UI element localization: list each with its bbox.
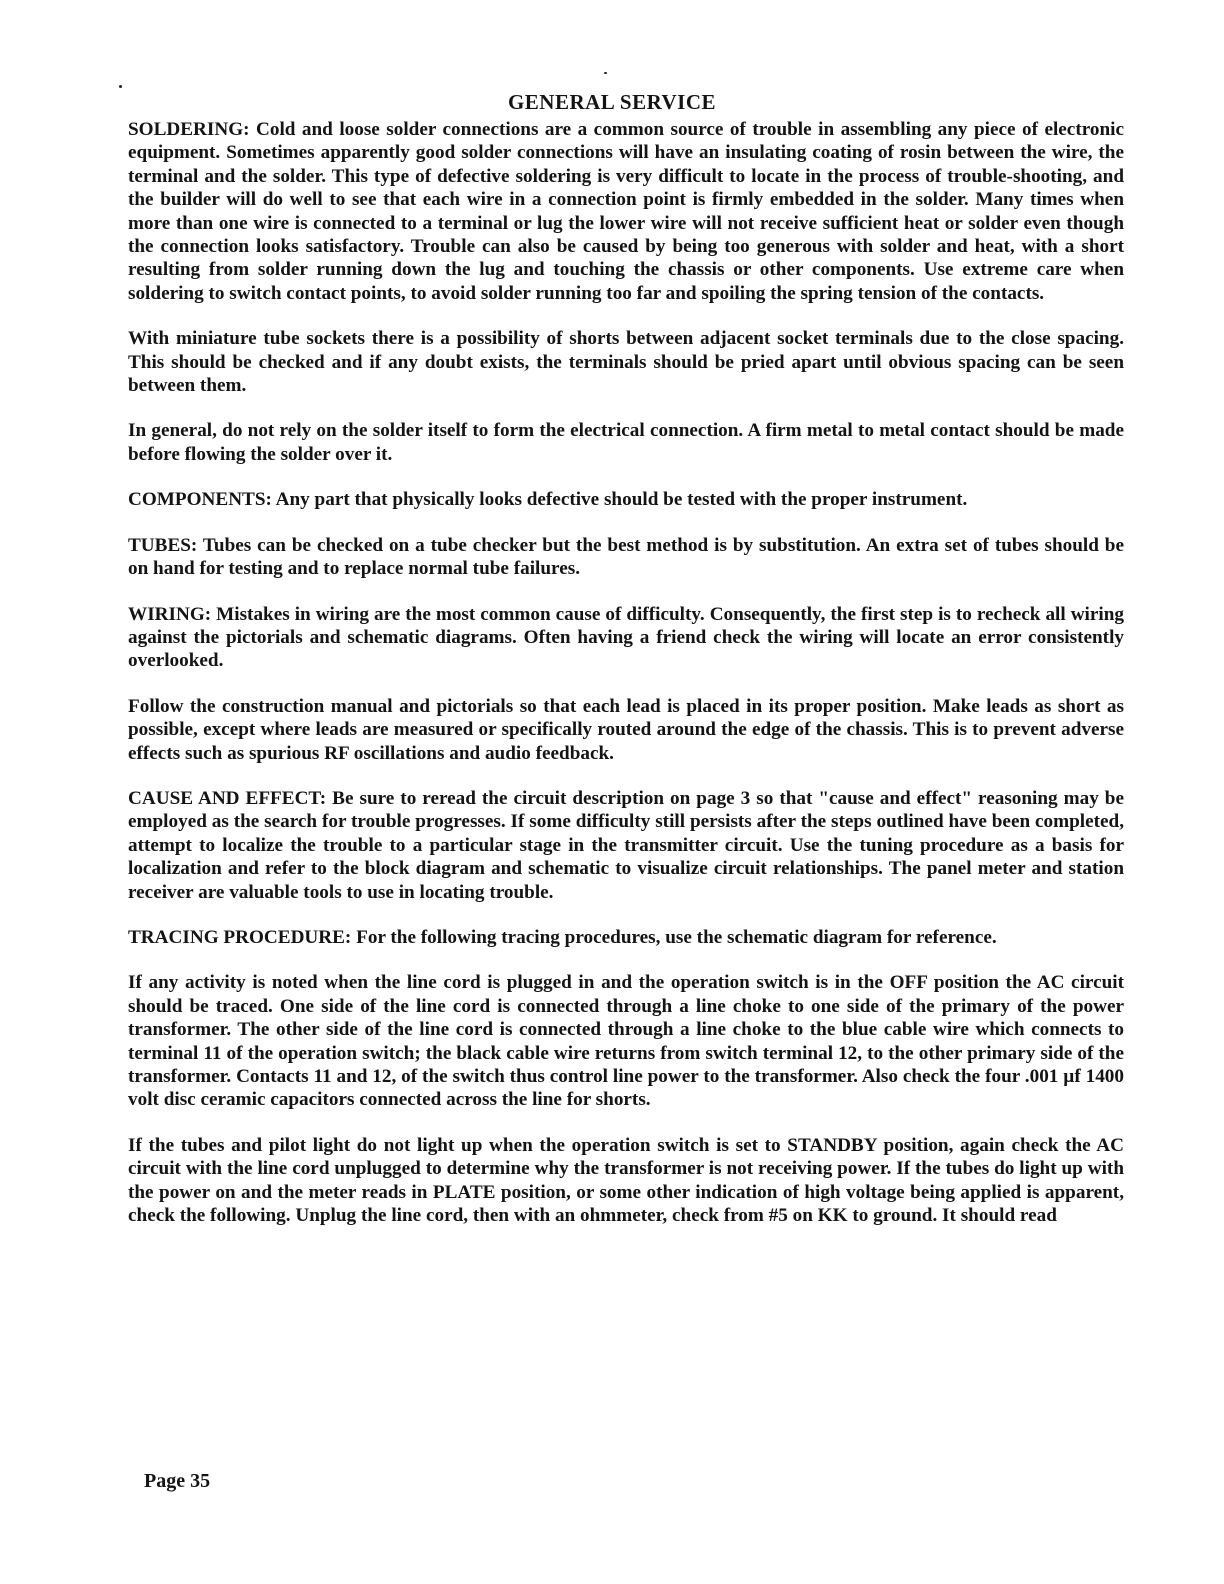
paragraph-general-solder: In general, do not rely on the solder itself to form the electrical connection. A firm metal to metal contact should be made before flowing the solder over it. <box>128 420 1124 465</box>
page-number: Page 35 <box>144 1470 211 1492</box>
scan-speck <box>604 72 607 74</box>
paragraph-soldering: SOLDERING: Cold and loose solder connections are a common source of trouble in assembling any piece of electronic equipment. Sometimes apparently good solder connections will have an insulating coating of rosin between the wire, the terminal and the solder. This type of defective soldering is very difficult to locate in the process of trouble-shooting, and the builder will do well to see that each wire in a connection point is firmly embedded in the solder. Many times when more than one wire is connected to a terminal or lug the lower wire will not receive sufficient heat or solder even though the connection looks satisfactory. Trouble can also be caused by being too generous with solder and heat, with a short resulting from solder running down the lug and touching the chassis or other components. Use extreme care when soldering to switch contact points, to avoid solder running too far and spoiling the spring tension of the contacts. <box>128 119 1124 304</box>
paragraph-miniature-sockets: With miniature tube sockets there is a possibility of shorts between adjacent socket terminals due to the close spacing. This should be checked and if any doubt exists, the terminals should be pried apart until obvious spacing can be seen between them. <box>128 328 1124 397</box>
paragraph-ac-circuit: If any activity is noted when the line cord is plugged in and the operation switch is in the OFF position the AC circuit should be traced. One side of the line cord is connected through a line choke to one side of the primary of the power transformer. The other side of the line cord is connected through a line choke to the blue cable wire which connects to terminal 11 of the operation switch; the black cable wire returns from switch terminal 12, to the other primary side of the transformer. Contacts 11 and 12, of the switch thus control line power to the transformer. Also check the four .001 µf 1400 volt disc ceramic capacitors connected across the line for shorts. <box>128 972 1124 1111</box>
paragraph-tracing-procedure: TRACING PROCEDURE: For the following tracing procedures, use the schematic diagram for reference. <box>128 926 997 948</box>
paragraph-cause-and-effect: CAUSE AND EFFECT: Be sure to reread the circuit description on page 3 so that "cause and effect" reasoning may be employed as the search for trouble progresses. If some difficulty still persists after the steps outlined have been completed, attempt to localize the trouble to a particular stage in the transmitter circuit. Use the tuning procedure as a basis for localization and refer to the block diagram and schematic to visualize circuit relationships. The panel meter and station receiver are valuable tools to use in locating trouble. <box>128 787 1124 903</box>
scan-speck <box>119 85 122 88</box>
paragraph-tubes: TUBES: Tubes can be checked on a tube checker but the best method is by substitution. An extra set of tubes should be on hand for testing and to replace normal tube failures. <box>128 534 1124 580</box>
paragraph-components: COMPONENTS: Any part that physically looks defective should be tested with the proper instrument. <box>128 489 968 511</box>
body-text <box>128 118 1124 1249</box>
paragraph-standby-check: If the tubes and pilot light do not light up when the operation switch is set to STANDBY position, again check the AC circuit with the line cord unplugged to determine why the transformer is not receiving power. If the tubes do light up with the power on and the meter reads in PLATE position, or some other indication of high voltage being applied is apparent, check the following. Unplug the line cord, then with an ohmmeter, check from #5 on KK to ground. It should read <box>128 1134 1124 1227</box>
paragraph-wiring: WIRING: Mistakes in wiring are the most common cause of difficulty. Consequently, the first step is to recheck all wiring against the pictorials and schematic diagrams. Often having a friend check the wiring will locate an error consistently overlooked. <box>128 603 1124 672</box>
paragraph-construction-manual: Follow the construction manual and pictorials so that each lead is placed in its proper position. Make leads as short as possible, except where leads are measured or specifically routed around the edge of the chassis. This is to prevent adverse effects such as spurious RF oscillations and audio feedback. <box>128 695 1124 764</box>
page-title: GENERAL SERVICE <box>507 90 717 114</box>
